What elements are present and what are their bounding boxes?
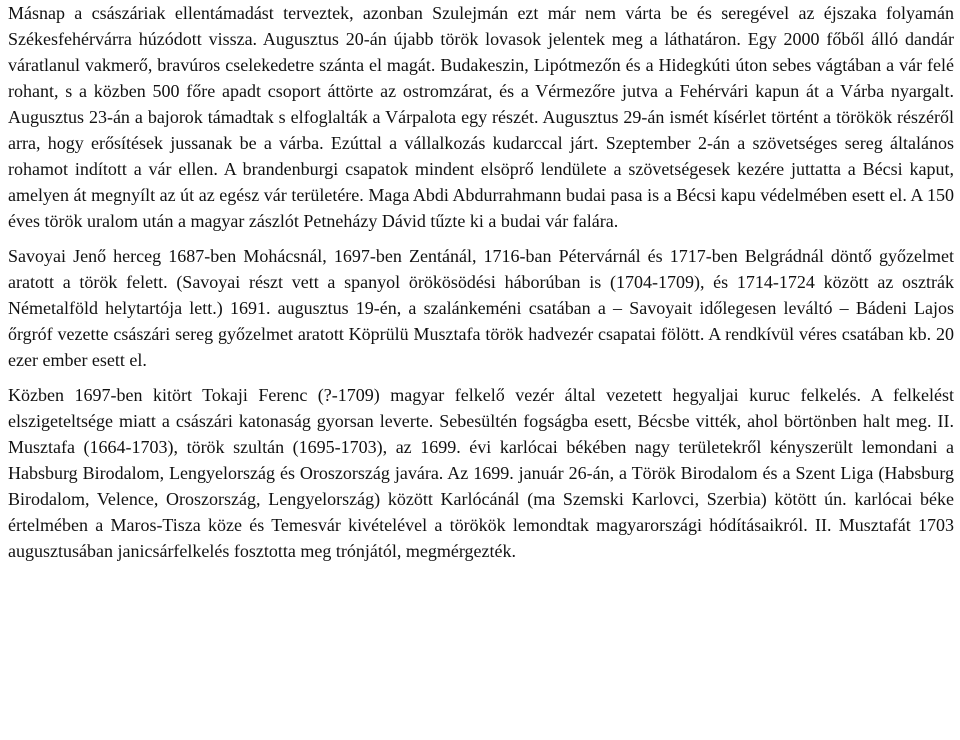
document-page: [8, 0, 954, 573]
paragraph-buda-siege: Másnap a császáriak ellentámadást terveztek, azonban Szulejmán ezt már nem várta be és seregével az éjszaka folyamán Székesfehérvárra húzódott vissza. Augusztus 20-án újabb török lovasok jelentek meg a láthatáron. Egy 2000 főből álló dandár váratlanul vakmerő, bravúros cselekedetre szánta el magát. Budakeszin, Lipótmezőn és a Hidegkúti úton sebes vágtában a vár felé rohant, s a közben 500 főre apadt csoport áttörte az ostromzárat, és a Vérmezőre jutva a Fehérvári kapun át a Várba nyargalt. Augusztus 23-án a bajorok támadtak s elfoglalták a Várpalota egy részét. Augusztus 29-án ismét kísérlet történt a törökök részéről arra, hogy erősítések jussanak be a várba. Ezúttal a vállalkozás kudarccal járt. Szeptember 2-án a szövetséges sereg általános rohamot indított a vár ellen. A brandenburgi csapatok mindent elsöprő lendülete a szövetségesek kezére juttatta a Bécsi kaput, amelyen át megnyílt az út az egész vár területére. Maga Abdi Abdurrahmann budai pasa is a Bécsi kapu védelmében esett el. A 150 éves török uralom után a magyar zászlót Petneházy Dávid tűzte ki a budai vár falára.: [8, 3, 954, 231]
paragraph-tokaji-felkeles: Közben 1697-ben kitört Tokaji Ferenc (?-1709) magyar felkelő vezér által vezetett hegyaljai kuruc felkelés. A felkelést elszigeteltsége miatt a császári katonaság gyorsan leverte. Sebesültén fogságba esett, Bécsbe vitték, ahol börtönben halt meg. II. Musztafa (1664-1703), török szultán (1695-1703), az 1699. évi karlócai békében nagy területekről kényszerült lemondani a Habsburg Birodalom, Lengyelország és Oroszország javára. Az 1699. január 26-án, a Török Birodalom és a Szent Liga (Habsburg Birodalom, Velence, Oroszország, Lengyelország) között Karlócánál (ma Szemski Karlovci, Szerbia) kötött ún. karlócai béke értelmében a Maros-Tisza köze és Temesvár kivételével a törökök lemondtak magyarországi hódításaikról. II. Musztafát 1703 augusztusában janicsárfelkelés fosztotta meg trónjától, megmérgezték.: [8, 385, 954, 561]
paragraph-savoyai-jeno: Savoyai Jenő herceg 1687-ben Mohácsnál, 1697-ben Zentánál, 1716-ban Pétervárnál és 1717-ben Belgrádnál döntő győzelmet aratott a török felett. (Savoyai részt vett a spanyol örökösödési háborúban is (1704-1709), és 1714-1724 között az osztrák Németalföld helytartója lett.) 1691. augusztus 19-én, a szalánkeméni csatában a – Savoyait időlegesen leváltó – Bádeni Lajos őrgróf vezette császári sereg győzelmet aratott Köprülü Musztafa török hadvezér csapatai fölött. A rendkívül véres csatában kb. 20 ezer ember esett el.: [8, 246, 954, 370]
